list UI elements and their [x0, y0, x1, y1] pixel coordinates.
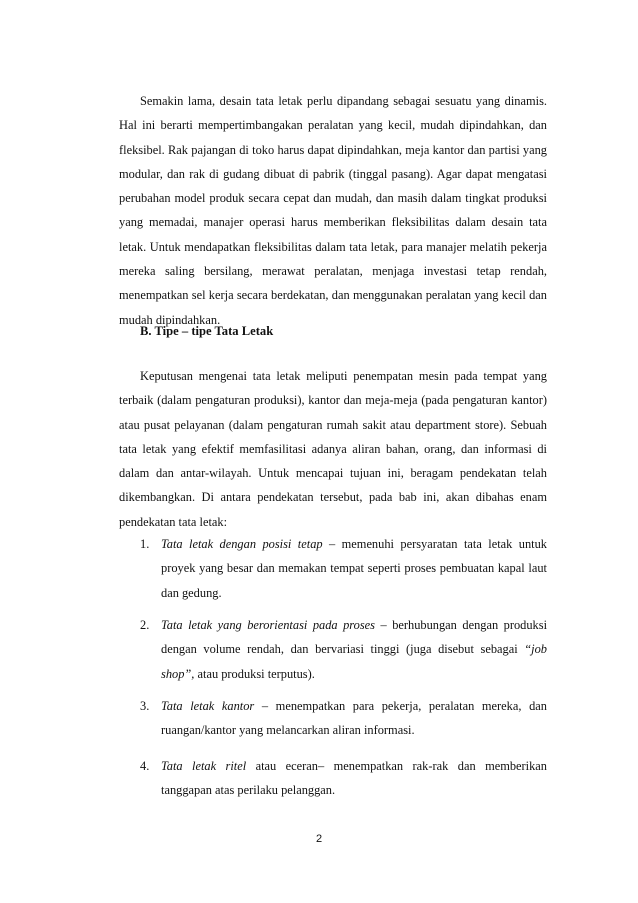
list-item-term: Tata letak ritel: [161, 759, 247, 773]
list-item-description: – memenuhi persyaratan tata letak untuk proyek yang besar dan memakan tempat seperti proses pembuatan kapal laut dan gedung.: [161, 537, 548, 600]
list-item-body: [161, 754, 547, 803]
list-item-number: 4.: [140, 759, 150, 773]
list-item-term: Tata letak yang berorientasi pada proses: [161, 618, 376, 632]
list-item-quote: “job shop”,: [161, 642, 547, 681]
list-item-number: 2.: [140, 618, 150, 632]
list-item-body: [161, 532, 547, 605]
list-item-number: 1.: [140, 537, 150, 551]
list-item-number: 3.: [140, 699, 150, 713]
section-heading: B. Tipe – tipe Tata Letak: [140, 324, 274, 338]
list-item-description-end: atau produksi terputus).: [194, 666, 315, 681]
list-item: [140, 754, 547, 803]
list-item-body: [161, 694, 547, 743]
list-item-description: – menempatkan para pekerja, peralatan mereka, dan ruangan/kantor yang melancarkan aliran informasi.: [161, 699, 547, 738]
list-item: [140, 613, 547, 686]
list-item-description: atau eceran– menempatkan rak-rak dan memberikan tanggapan atas perilaku pelanggan.: [161, 759, 548, 798]
page-number: 2: [315, 833, 323, 845]
list-item-term: Tata letak dengan posisi tetap: [161, 537, 323, 551]
list-item-term: Tata letak kantor: [161, 699, 255, 713]
list-item: [140, 694, 547, 743]
list-item-body: [161, 613, 547, 686]
body-paragraph-flexibility: Semakin lama, desain tata letak perlu dipandang sebagai sesuatu yang dinamis. Hal ini berarti mempertimbangakan peralatan yang kecil, mudah dipindahkan, dan fleksibel. Rak pajangan di toko harus dapat dipindahkan, meja kantor dan partisi yang modular, dan rak di gudang dibuat di pabrik (tinggal pasang). Agar dapat mengatasi perubahan model produk secara cepat dan mudah, dan masih dalam tingkat produksi yang memadai, manajer operasi harus memberikan fleksibilitas dalam desain tata letak. Untuk mendapatkan fleksibilitas dalam tata letak, para manajer melatih pekerja mereka saling bersilang, merawat peralatan, menjaga investasi tetap rendah, menempatkan sel kerja secara berdekatan, dan menggunakan peralatan yang kecil dan mudah dipindahkan.: [119, 94, 547, 327]
list-item: [140, 532, 547, 605]
list-item-description: – berhubungan dengan produksi dengan volume rendah, dan bervariasi tinggi (juga disebut sebagai: [161, 618, 548, 657]
body-paragraph-layout-decisions: Keputusan mengenai tata letak meliputi penempatan mesin pada tempat yang terbaik (dalam pengaturan produksi), kantor dan meja-meja (pada pengaturan kantor) atau pusat pelayanan (dalam pengaturan rumah sakit atau department store). Sebuah tata letak yang efektif memfasilitasi adanya aliran bahan, orang, dan informasi di dalam dan antar-wilayah. Untuk mencapai tujuan ini, beragam pendekatan telah dikembangkan. Di antara pendekatan tersebut, pada bab ini, akan dibahas enam pendekatan tata letak:: [119, 369, 547, 529]
